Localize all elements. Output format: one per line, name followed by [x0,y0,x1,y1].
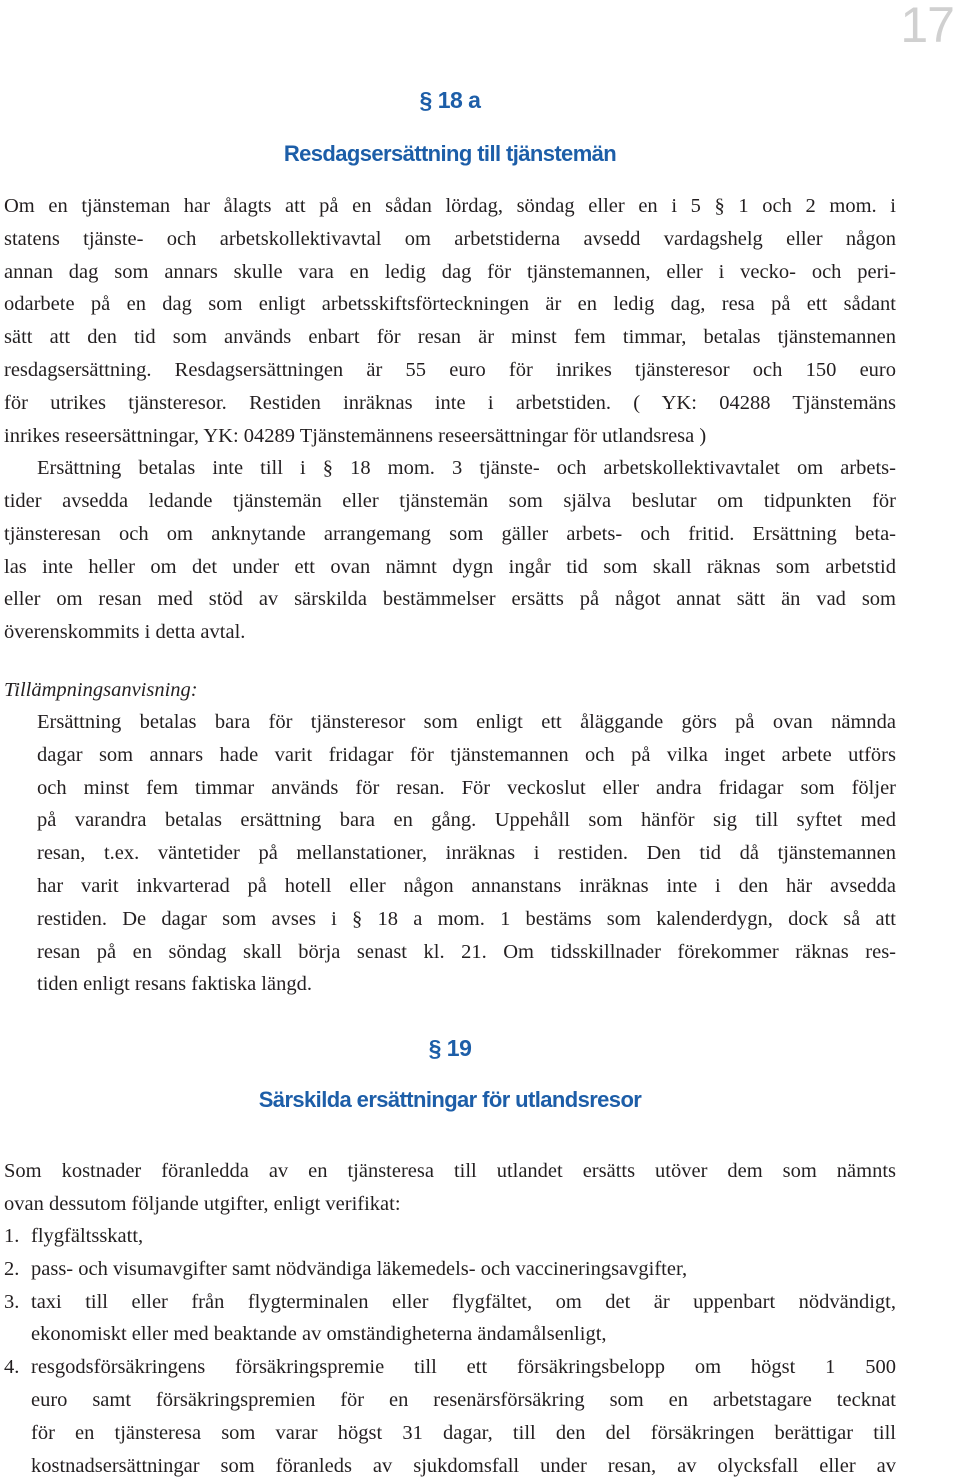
text-line: för en tjänsteresa som varar högst 31 dagar, till den del försäkringen berättigar till [31,1421,896,1444]
text-line: överenskommits i detta avtal. [4,621,246,644]
text-line: pass- och visumavgifter samt nödvändiga läkemedels- och vaccineringsavgifter, [31,1257,688,1280]
section-18a-continued [4,485,896,649]
text-line: resan, t.ex. väntetider på mellanstationer, inräknas i restiden. Den tid då tjänstemannen [37,842,896,865]
section-18a-number: § 18 a [419,87,481,113]
list-item [4,1220,896,1253]
text-line: euro samt försäkringspremien för en resenärsförsäkring som en arbetstagare tecknat [31,1388,896,1411]
text-line: annan dag som annars skulle vara en ledig dag för tjänstemannen, eller i vecko- och peri- [4,260,896,283]
text-line: sätt att den tid som används enbart för resan är minst fem timmar, betalas tjänstemannen [4,326,896,349]
text-line: tider avsedda ledande tjänstemän eller tjänstemän som själva beslutar om tidpunkten för [4,490,896,512]
section-19-number: § 19 [428,1035,472,1061]
text-line: på varandra betalas ersättning bara en gång. Uppehåll som hänför sig till syftet med [37,809,896,832]
text-line: odarbete på en dag som enligt arbetsskiftsförteckningen är en ledig dag, resa på ett sådant [4,293,896,316]
text-line: taxi till eller från flygterminalen eller flygfältet, om det är uppenbart nödvändigt, [31,1290,896,1313]
list-item [4,1286,896,1352]
text-line: tjänsteresan och om anknytande arrangemang som gäller arbets- och fritid. Ersättning beta- [4,522,896,545]
text-line: resdagsersättning. Resdagsersättningen är 55 euro för inrikes tjänsteresor och 150 euro [4,358,896,381]
list-item-number: 3. [4,1290,20,1313]
guidance-heading: Tillämpningsanvisning: [4,679,198,701]
list-item-number: 2. [4,1257,20,1280]
page-number: 17 [900,0,954,53]
text-line: Ersättning betalas inte till i § 18 mom. 3 tjänste- och arbetskollektivavtalet om arbets- [37,457,896,479]
section-19-title: Särskilda ersättningar för utlandsresor [258,1087,642,1112]
text-line: resgodsförsäkringens försäkringspremie till ett försäkringsbelopp om högst 1 500 [31,1356,896,1379]
text-line: Som kostnader föranledda av en tjänsteresa till utlandet ersätts utöver dem som nämnts [4,1160,896,1182]
section-18a-title: Resdagsersättning till tjänstemän [283,141,617,166]
text-line: för utrikes tjänsteresor. Restiden inräknas inte i arbetstiden. ( YK: 04288 Tjänstemäns [4,391,896,414]
text-line: kostnadsersättningar som föranleds av sjukdomsfall under resan, av olycksfall eller av [31,1454,896,1477]
text-line: inrikes reseersättningar, YK: 04289 Tjänstemännens reseersättningar för utlandsresa ) [4,424,707,447]
section-19-list [4,1220,896,1482]
text-line: dagar som annars hade varit fridagar för tjänstemannen och på vilka inget arbete utförs [37,743,896,766]
text-line: las inte heller om det under ett ovan nämnt dygn ingår tid som skall räknas som arbetstid [4,555,896,578]
list-item [4,1351,896,1482]
section-19-intro [4,1155,896,1221]
text-line: resan på en söndag skall börja senast kl. 21. Om tidsskillnader förekommer räknas res- [37,940,896,963]
text-line: ekonomiskt eller med beaktande av omständigheterna ändamålsenligt, [31,1323,607,1346]
text-line: har varit inkvarterad på hotell eller någon annanstans inräknas inte i den här avsedda [37,874,896,897]
text-line: Om en tjänsteman har ålagts att på en sådan lördag, söndag eller en i 5 § 1 och 2 mom. i [4,195,896,217]
text-line: ovan dessutom följande utgifter, enligt verifikat: [4,1192,401,1215]
text-line: restiden. De dagar som avses i § 18 a mom. 1 bestäms som kalenderdygn, dock så att [37,907,896,930]
section-18a-paragraph [4,190,896,452]
section-18a-indented-line [37,452,896,485]
text-line: statens tjänste- och arbetskollektivavtal om arbetstiderna avsedd vardagshelg eller någon [4,227,896,250]
list-item-number: 1. [4,1225,20,1247]
list-item [4,1253,896,1286]
text-line: och minst fem timmar används för resan. För veckoslut eller andra fridagar som följer [37,776,896,799]
text-line: tiden enligt resans faktiska längd. [37,973,312,996]
text-line: eller om resan med stöd av särskilda bestämmelser ersätts på något annat sätt än vad som [4,588,896,611]
guidance-paragraph [37,706,896,1001]
list-item-number: 4. [4,1356,20,1379]
text-line: Ersättning betalas bara för tjänsteresor som enligt ett åläggande görs på ovan nämnda [37,711,896,733]
text-line: flygfältsskatt, [31,1225,144,1247]
